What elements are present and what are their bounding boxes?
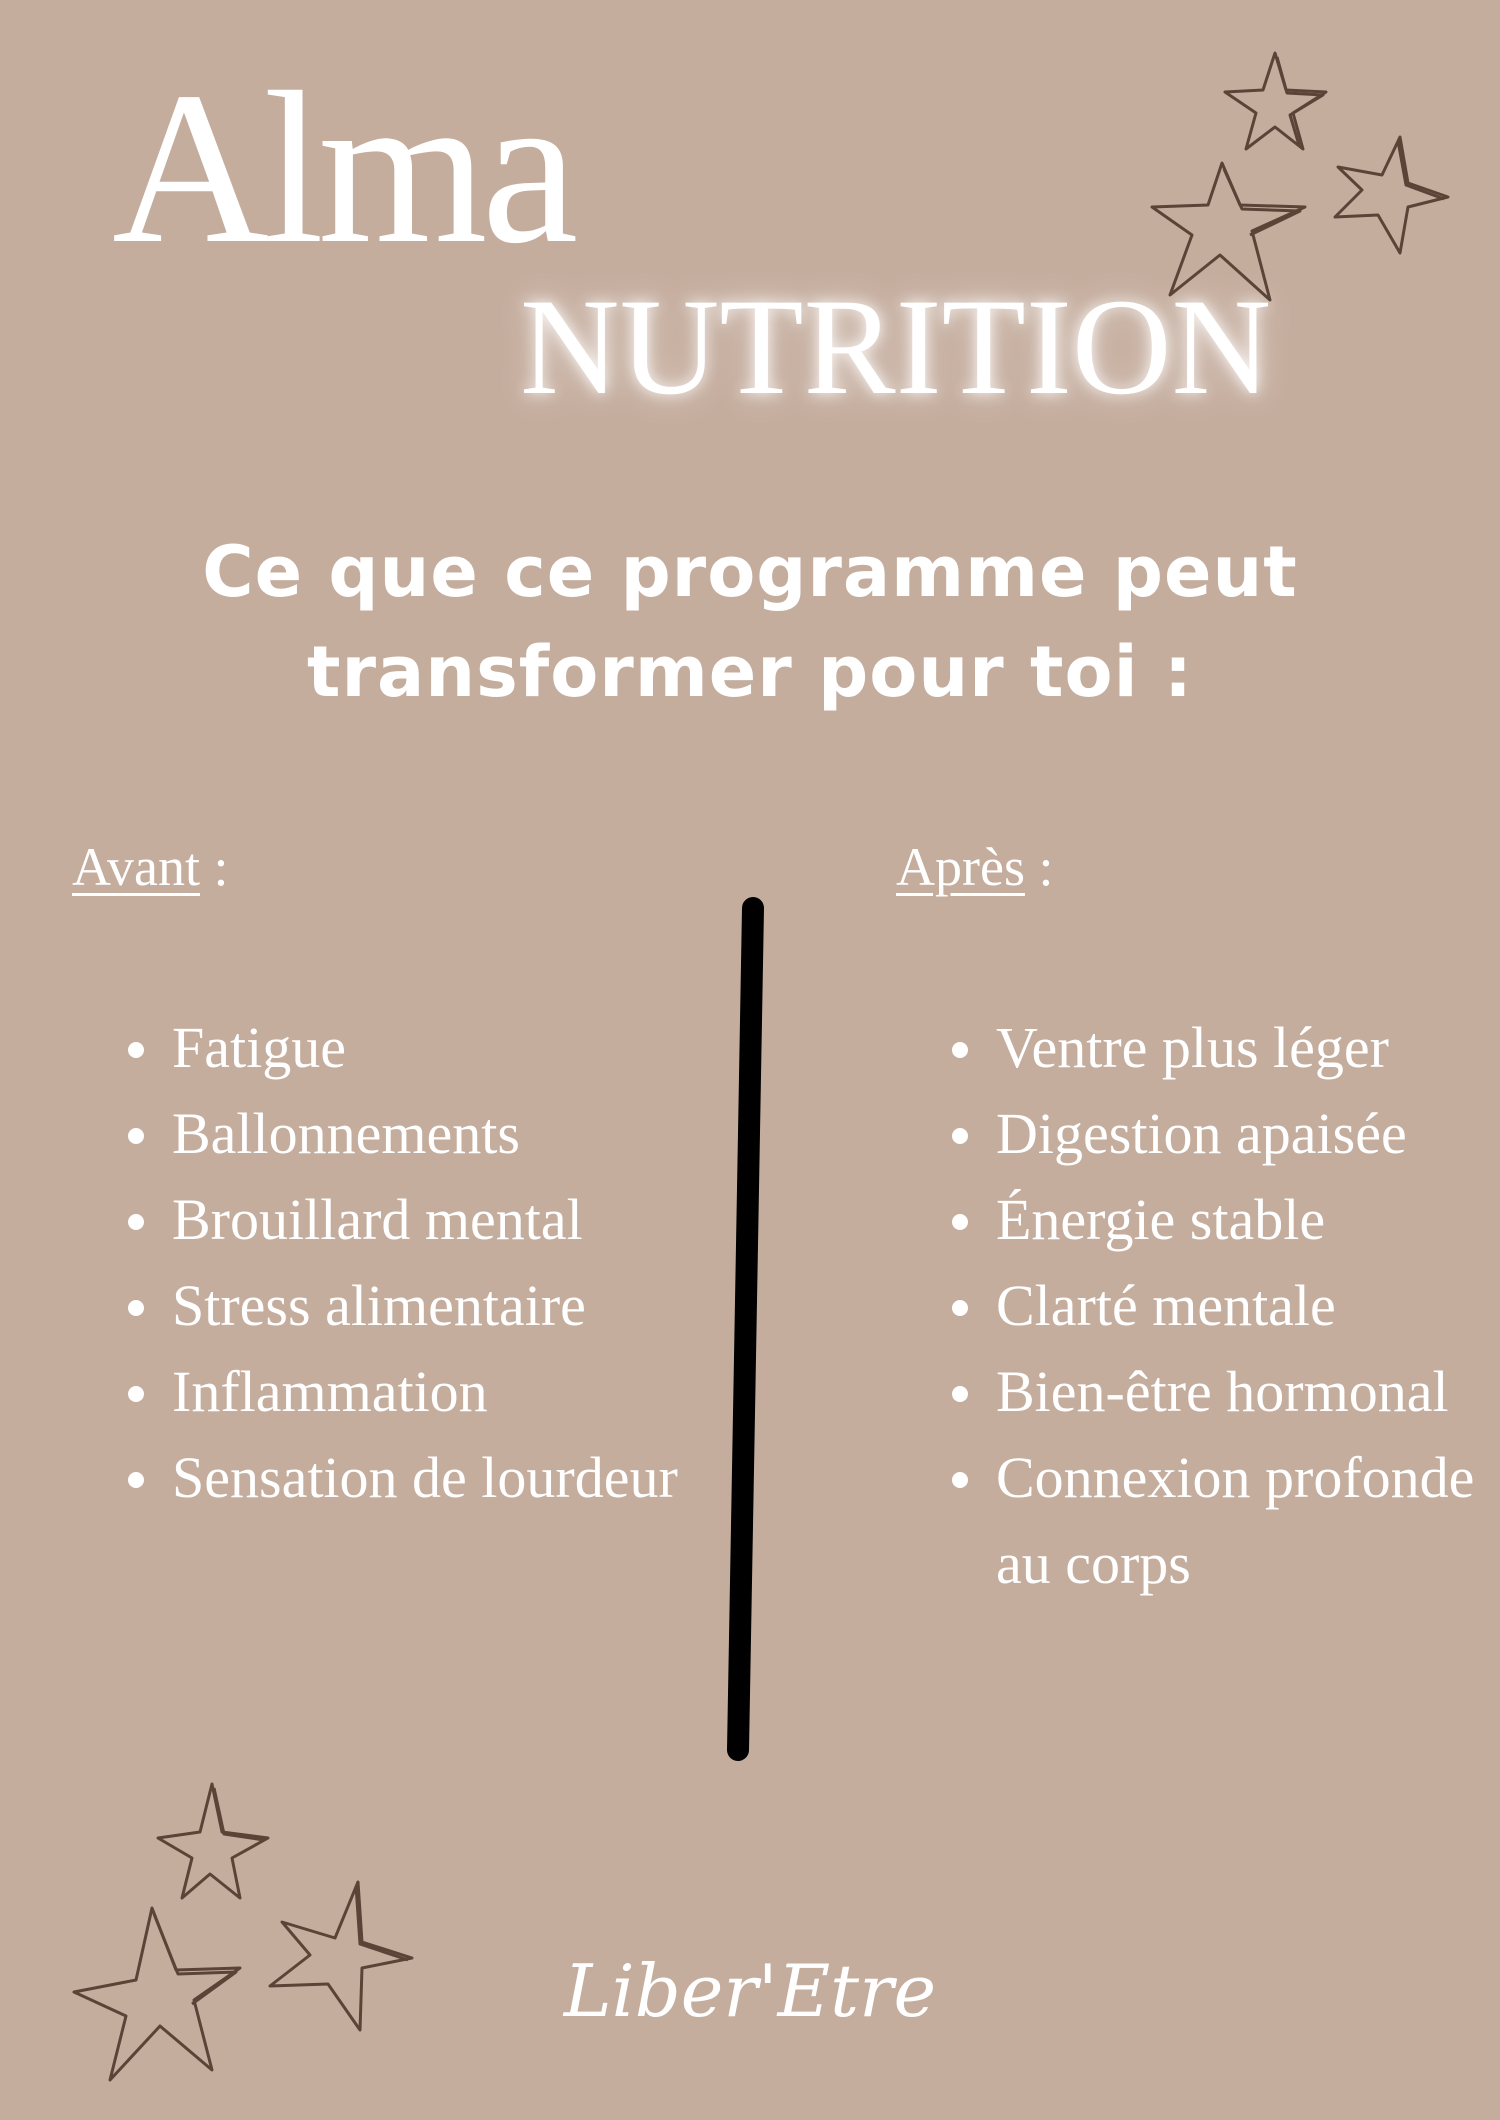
headline-line-1: Ce que ce programme peut <box>202 531 1298 613</box>
list-item: Clarté mentale <box>952 1263 1492 1349</box>
list-item: Brouillard mental <box>128 1177 688 1263</box>
star-icon <box>1152 163 1305 300</box>
avant-heading <box>72 837 229 897</box>
star-icon <box>158 1784 268 1898</box>
list-item: Sensation de lourdeur <box>128 1435 688 1521</box>
headline <box>0 522 1500 722</box>
list-item: Énergie stable <box>952 1177 1492 1263</box>
list-item: Bien-être hormonal <box>952 1349 1492 1435</box>
stars-bottom-left <box>70 1780 420 2090</box>
list-item: Inflammation <box>128 1349 688 1435</box>
list-item: Ventre plus léger <box>952 1005 1492 1091</box>
avant-title-suffix: : <box>199 837 229 897</box>
signature: Liber'Etre <box>563 1949 937 2033</box>
brand-title: Alma <box>112 48 573 289</box>
stars-top-right <box>1140 45 1460 315</box>
brand-subtitle: NUTRITION <box>520 270 1272 423</box>
apres-title-suffix: : <box>1024 837 1054 897</box>
list-item: Fatigue <box>128 1005 688 1091</box>
apres-heading <box>896 837 1054 897</box>
list-item: Connexion profonde au corps <box>952 1435 1492 1607</box>
apres-list <box>952 1005 1492 1607</box>
avant-list <box>128 1005 688 1521</box>
list-item: Stress alimentaire <box>128 1263 688 1349</box>
headline-line-2: transformer pour toi : <box>307 631 1193 713</box>
list-item: Digestion apaisée <box>952 1091 1492 1177</box>
apres-title: Après <box>896 837 1025 897</box>
avant-title: Avant <box>72 837 200 897</box>
list-item: Ballonnements <box>128 1091 688 1177</box>
